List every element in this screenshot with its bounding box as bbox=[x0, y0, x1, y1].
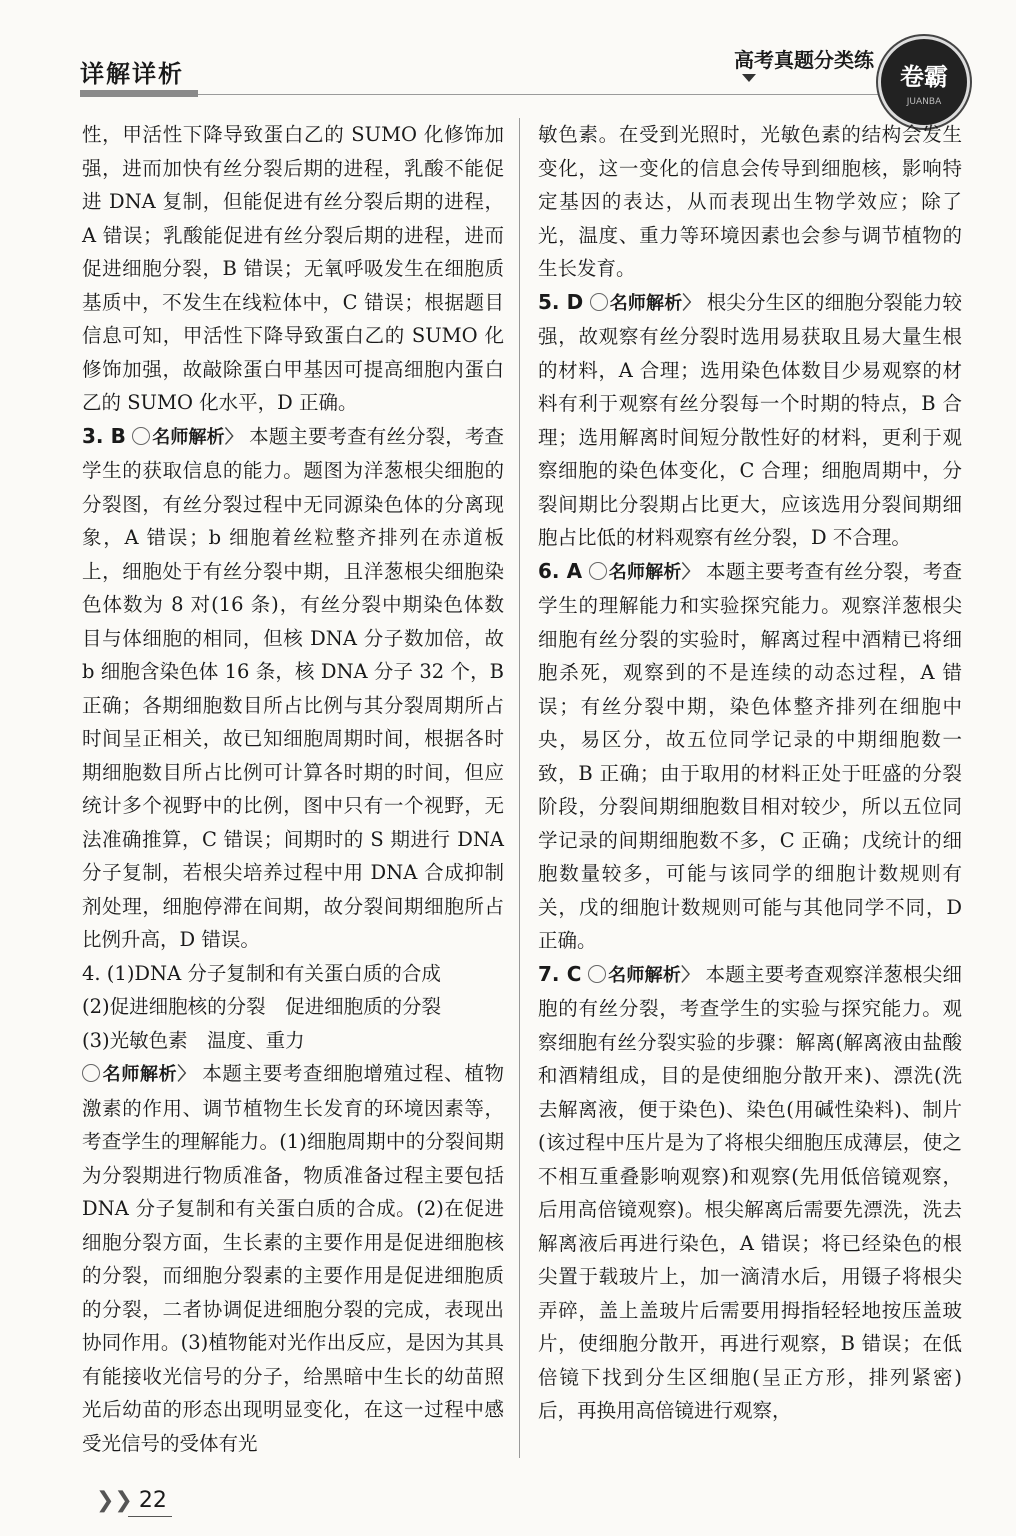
paragraph-continued: 敏色素。在受到光照时，光敏色素的结构会发生变化，这一变化的信息会传导到细胞核，影响特定基因的表达，从而表现出生物学效应；除了光，温度、重力等环境因素也会参与调节植物的生长发育。 bbox=[538, 123, 962, 280]
question-5 bbox=[538, 286, 962, 555]
teacher-analysis-tag: 名师解析〉 bbox=[82, 1064, 195, 1085]
paragraph-continued: 性，甲活性下降导致蛋白乙的 SUMO 化修饰加强，进而加快有丝分裂后期的进程，乳酸不能促进 DNA 复制，但能促进有丝分裂后期的进程，A 错误；乳酸能促进有丝分裂后期的进程，进而促进细胞分裂，B 错误；无氧呼吸发生在细胞质基质中，不发生在线粒体中，C 错误；根据题目信息可知，甲活性下降导致蛋白乙的 SUMO 化修饰加强，故敲除蛋白甲基因可提高细胞内蛋白乙的 SUMO 化水平，D 正确。 bbox=[82, 123, 504, 414]
teacher-analysis-tag: 名师解析〉 bbox=[589, 562, 700, 583]
column-divider bbox=[519, 118, 520, 1458]
q4-line-2: (2)促进细胞核的分裂 促进细胞质的分裂 bbox=[82, 995, 442, 1018]
answer-label: 3. B bbox=[82, 423, 126, 448]
question-7 bbox=[538, 958, 962, 1428]
question-6 bbox=[538, 555, 962, 958]
analysis-icon bbox=[132, 427, 150, 445]
brand-logo bbox=[878, 36, 970, 128]
double-chevron-icon: ❯❯ bbox=[96, 1488, 133, 1513]
question-5-text: 根尖分生区的细胞分裂能力较强，故观察有丝分裂时选用易获取且易大量生根的材料，A 合理；选用染色体数目少易观察的材料有利于观察有丝分裂每一个时期的特点，B 合理；选用解离时间短分散性好的材料，更利于观察细胞的染色体变化，C 合理；细胞周期中，分裂间期比分裂期占比更大，应该选用分裂间期细胞占比低的材料观察有丝分裂，D 不合理。 bbox=[538, 290, 963, 549]
analysis-icon bbox=[588, 965, 606, 983]
question-7-text: 本题主要考查观察洋葱根尖细胞的有丝分裂，考查学生的实验与探究能力。观察细胞有丝分裂实验的步骤：解离(解离液由盐酸和酒精组成，目的是使细胞分散开来)、漂洗(洗去解离液，便于染色)、染色(用碱性染料)、制片(该过程中压片是为了将根尖细胞压成薄层，使之不相互重叠影响观察)和观察(先用低倍镜观察，后用高倍镜观察)。根尖解离后需要先漂洗，洗去解离液后再进行染色，A 错误；将已经染色的根尖置于载玻片上，加一滴清水后，用镊子将根尖弄碎，盖上盖玻片后需要用拇指轻轻地按压盖玻片，使细胞分散开，再进行观察，B 错误；在低倍镜下找到分生区细胞(呈正方形，排列紧密)后，再换用高倍镜进行观察， bbox=[538, 962, 963, 1422]
left-column bbox=[82, 118, 504, 1460]
logo-text: 卷霸 bbox=[900, 63, 948, 91]
analysis-icon bbox=[589, 562, 607, 580]
right-column bbox=[538, 118, 962, 1428]
q4-line-1: 4. (1)DNA 分子复制和有关蛋白质的合成 bbox=[82, 961, 441, 985]
page-footer bbox=[96, 1488, 167, 1513]
teacher-analysis-tag: 名师解析〉 bbox=[590, 293, 701, 314]
question-4-text: 本题主要考查细胞增殖过程、植物激素的作用、调节植物生长发育的环境因素等，考查学生的理解能力。(1)细胞周期中的分裂间期为分裂期进行物质准备，物质准备过程主要包括 DNA 分子复制和有关蛋白质的合成。(2)在促进细胞分裂方面，生长素的主要作用是促进细胞核的分裂，而细胞分裂素的主要作用是促进细胞质的分裂，二者协调促进细胞分裂的完成，表现出协同作用。(3)植物能对光作出反应，是因为其具有能接收光信号的分子，给黑暗中生长的幼苗照光后幼苗的形态出现明显变化，在这一过程中感受光信号的受体有光 bbox=[82, 1062, 505, 1455]
page-number: 22 bbox=[138, 1488, 167, 1513]
answer-label: 6. A bbox=[538, 558, 583, 583]
teacher-analysis-tag: 名师解析〉 bbox=[588, 965, 699, 986]
question-3-text: 本题主要考查有丝分裂，考查学生的获取信息的能力。题图为洋葱根尖细胞的分裂图，有丝分裂过程中无同源染色体的分离现象，A 错误；b 细胞着丝粒整齐排列在赤道板上，细胞处于有丝分裂中期，且洋葱根尖细胞染色体数为 8 对(16 条)，有丝分裂中期染色体数目与体细胞的相同，但核 DNA 分子数加倍，故 b 细胞含染色体 16 条，核 DNA 分子 32 个，B 正确；各期细胞数目所占比例与其分裂周期所占时间呈正相关，故已知细胞周期时间，根据各时期细胞数目所占比例可计算各时期的时间，但应统计多个视野中的比例，图中只有一个视野，无法准确推算，C 错误；间期时的 S 期进行 DNA 分子复制，若根尖培养过程中用 DNA 合成抑制剂处理，细胞停滞在间期，故分裂间期细胞所占比例升高，D 错误。 bbox=[82, 424, 505, 951]
question-4-analysis bbox=[82, 1057, 504, 1460]
answer-label: 5. D bbox=[538, 289, 584, 314]
triangle-marker-icon bbox=[742, 74, 756, 82]
series-title: 高考真题分类练 bbox=[734, 48, 874, 72]
footer-line bbox=[128, 1516, 172, 1517]
analysis-icon bbox=[82, 1064, 100, 1082]
header-bar bbox=[80, 90, 198, 97]
q4-line-3: (3)光敏色素 温度、重力 bbox=[82, 1028, 305, 1052]
logo-subtext: JUANBA bbox=[906, 97, 942, 107]
teacher-analysis-tag: 名师解析〉 bbox=[132, 427, 243, 448]
header-left bbox=[80, 54, 184, 89]
question-6-text: 本题主要考查有丝分裂，考查学生的理解能力和实验探究能力。观察洋葱根尖细胞有丝分裂的实验时，解离过程中酒精已将细胞杀死，观察到的不是连续的动态过程，A 错误；有丝分裂中期，染色体整齐排列在细胞中央，易区分，故五位同学记录的中期细胞数一致，B 正确；由于取用的材料正处于旺盛的分裂阶段，分裂间期细胞数目相对较少，所以五位同学记录的间期细胞数不多，C 正确；戊统计的细胞数量较多，可能与该同学的细胞计数规则有关，戊的细胞计数规则可能与其他同学不同，D 正确。 bbox=[538, 559, 962, 952]
question-3 bbox=[82, 420, 504, 957]
analysis-icon bbox=[590, 293, 608, 311]
header-line bbox=[198, 94, 878, 95]
answer-label: 7. C bbox=[538, 961, 582, 986]
section-title: 详解详析 bbox=[80, 60, 184, 88]
